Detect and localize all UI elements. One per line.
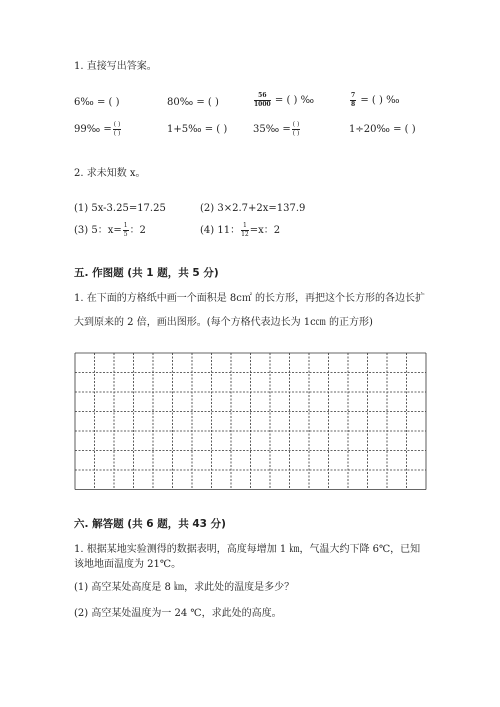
q1-item-1: 6‰ = ( ) — [74, 97, 120, 108]
fraction: $\frac{7}{8}$ — [351, 92, 356, 108]
fraction: $\frac{1}{5}$ — [123, 222, 128, 238]
q1-title: 1. 直接写出答案。 — [74, 61, 157, 72]
q1-item-3: $\frac{56}{1000}$ = ( ) ‰ — [254, 92, 315, 108]
section-5-text-line-2: 大到原来的 2 倍，画出图形。(每个方格代表边长为 1c㎝ 的正方形) — [74, 317, 373, 328]
q1-item-2: 80‰ = ( ) — [167, 97, 219, 108]
section-5-text-line-1: 1. 在下面的方格纸中画一个面积是 8c㎡ 的长方形，再把这个长方形的各边长扩 — [74, 293, 426, 304]
q1-item-4: $\frac{7}{8}$ = ( ) ‰ — [351, 92, 400, 108]
q1-item-5: 99‰ = $\frac{( )}{( )}$ — [74, 121, 121, 137]
fraction: $\frac{1}{12}$ — [241, 222, 249, 238]
q1-item-8: 1÷20‰ = ( ) — [349, 124, 416, 135]
fraction: $\frac{56}{1000}$ — [254, 92, 271, 108]
fraction: $\frac{( )}{( )}$ — [113, 121, 121, 137]
section-6-text-line-1: 1. 根据某地实验测得的数据表明，高度每增加 1 ㎞，气温大约下降 6℃，已知 — [74, 544, 421, 555]
section-6-heading: 六. 解答题 (共 6 题，共 43 分) — [74, 518, 226, 530]
section-6-subquestion-1: (1) 高空某处高度是 8 ㎞，求此处的温度是多少？ — [74, 582, 295, 593]
q2-title: 2. 求未知数 x。 — [74, 168, 146, 179]
grid-paper — [74, 352, 428, 492]
section-5-heading: 五. 作图题 (共 1 题，共 5 分) — [74, 267, 219, 279]
fraction: $\frac{( )}{( )}$ — [292, 121, 300, 137]
q1-item-6: 1+5‰ = ( ) — [167, 124, 228, 135]
q2-equation-2: (2) 3×2.7+2x=137.9 — [200, 203, 306, 214]
q2-equation-3: (3) 5：x= $\frac{1}{5}$ ：2 — [74, 222, 146, 238]
section-6-text-line-2: 该地地面温度为 21℃。 — [74, 559, 182, 570]
section-6-subquestion-2: (2) 高空某处温度为一 24 ℃，求此处的高度。 — [74, 608, 282, 619]
q2-equation-1: (1) 5x-3.25=17.25 — [74, 203, 166, 214]
q1-item-7: 35‰ = $\frac{( )}{( )}$ — [253, 121, 300, 137]
q2-equation-4: (4) 11： $\frac{1}{12}$ =x：2 — [200, 222, 281, 238]
